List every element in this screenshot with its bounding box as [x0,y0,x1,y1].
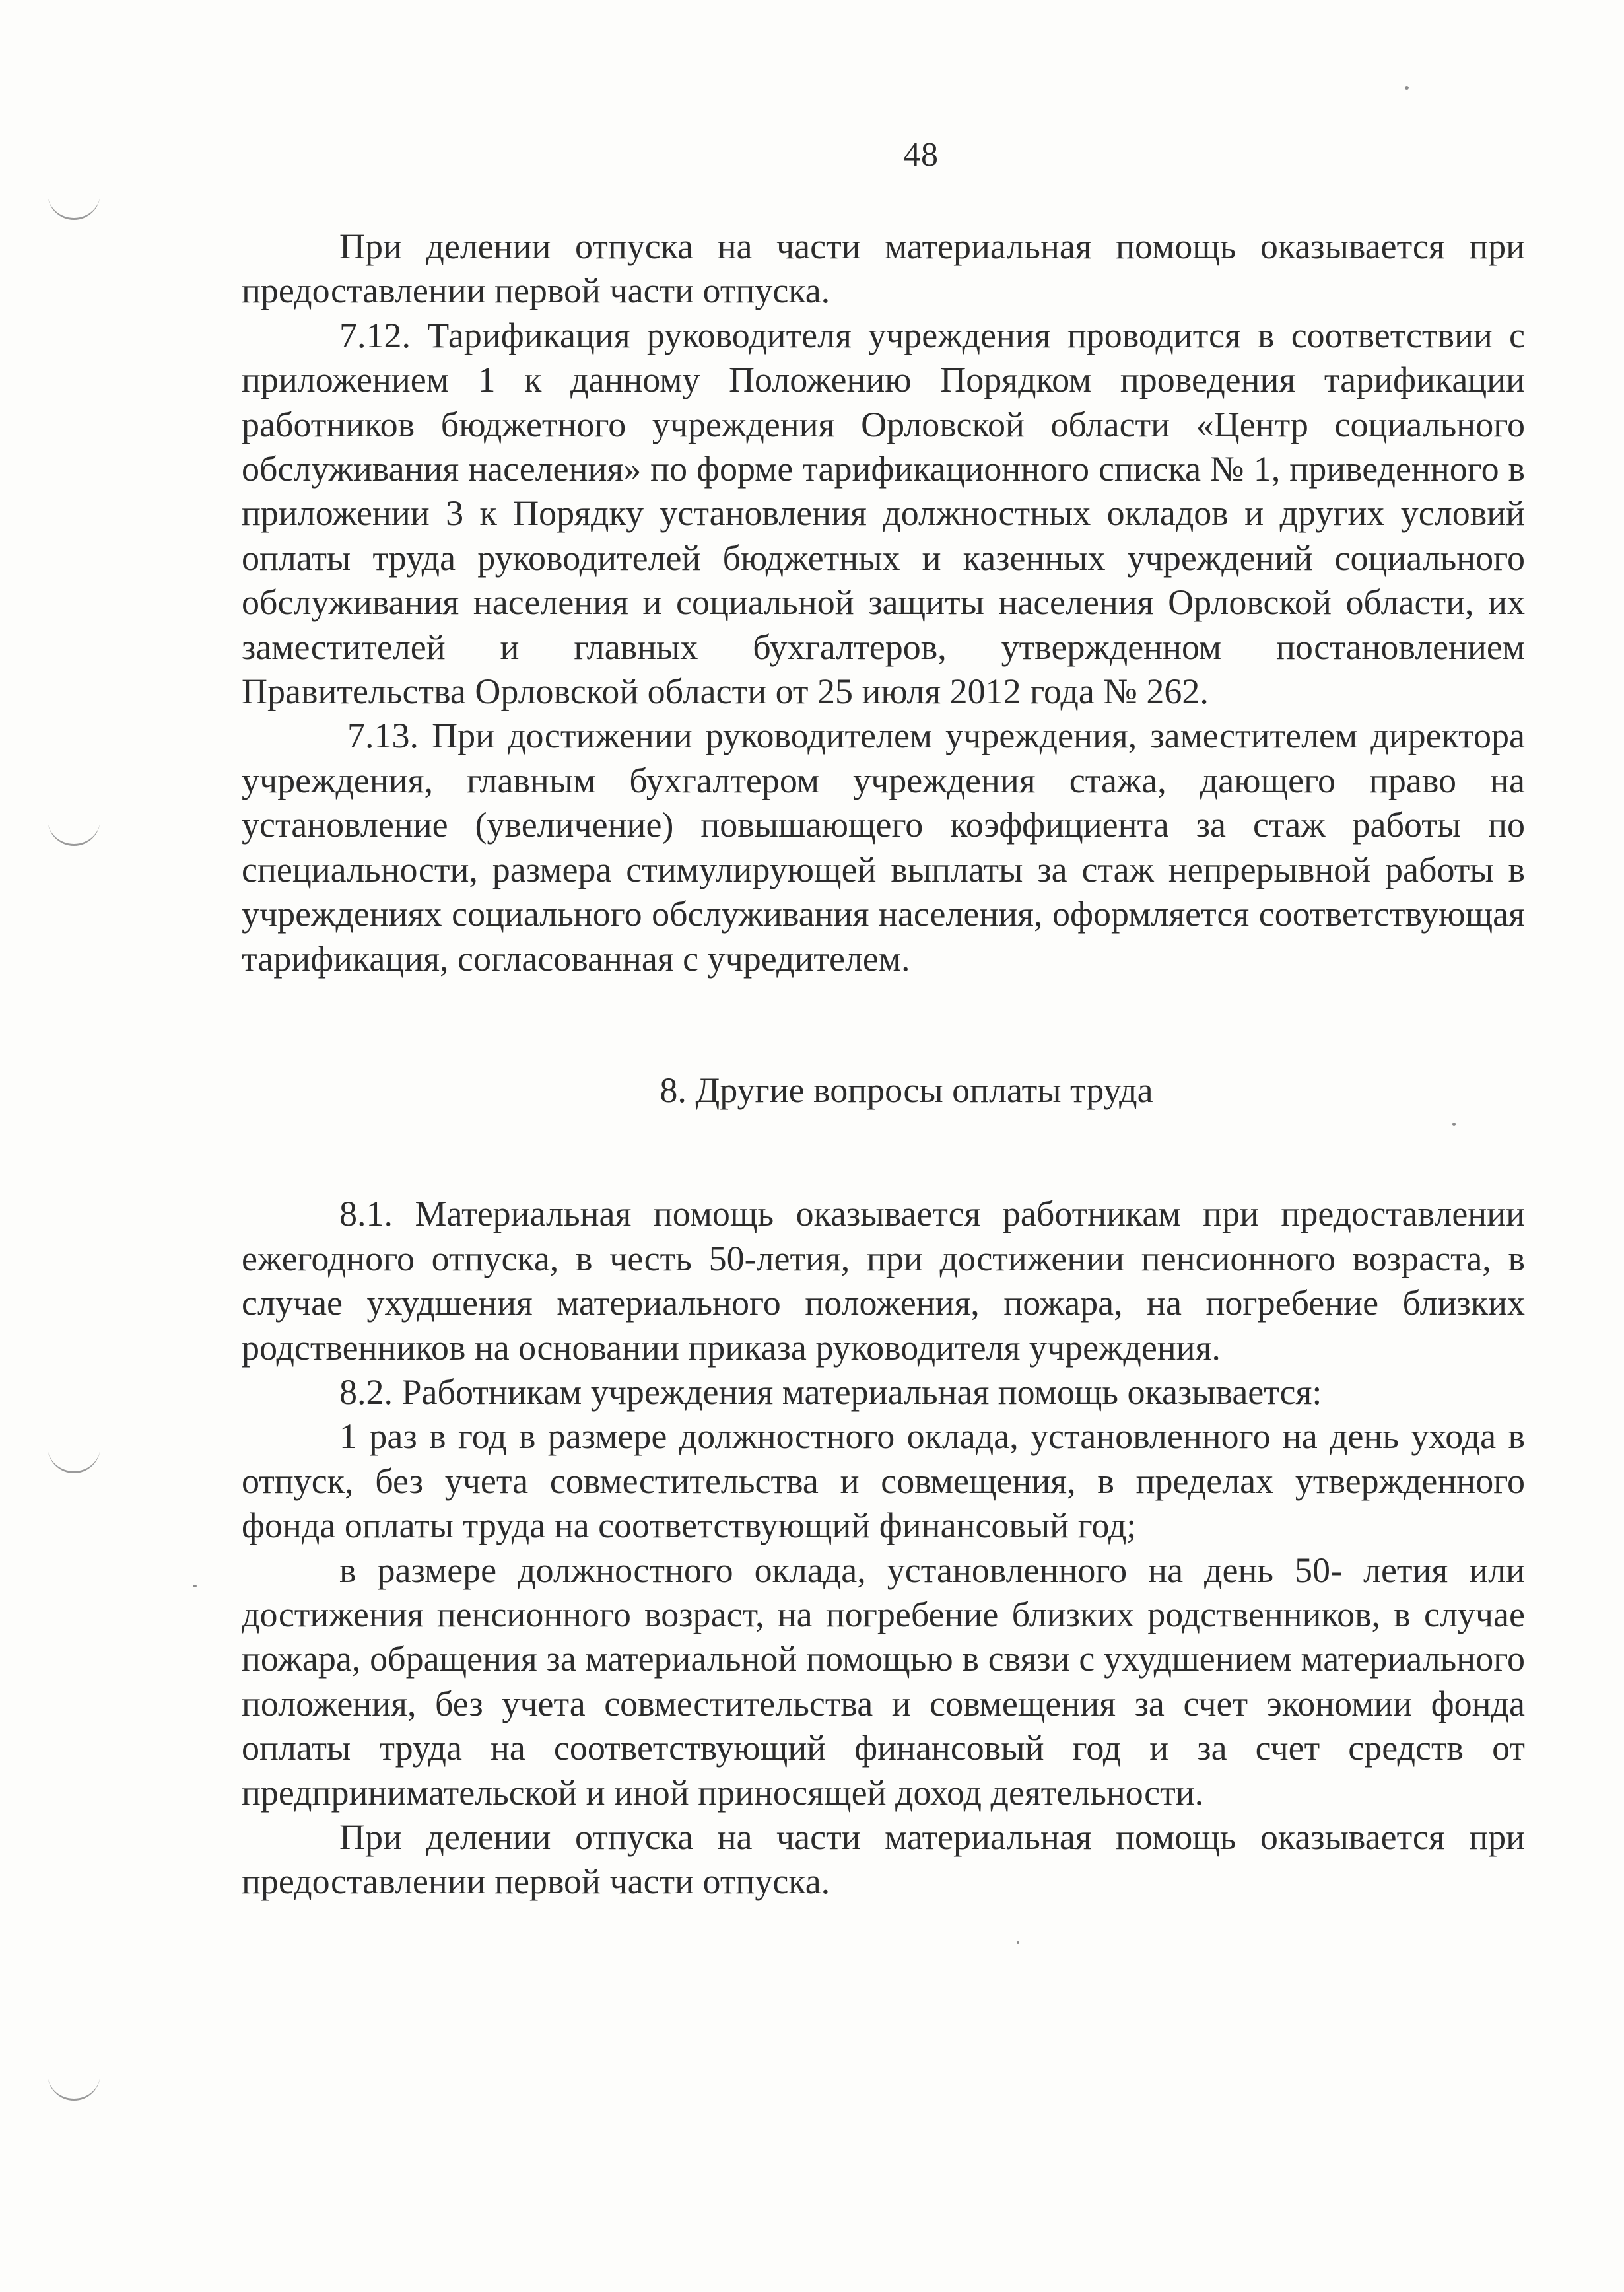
punch-hole-mark [48,2072,100,2101]
paragraph-7-12: 7.12. Тарификация руководителя учреждения проводится в соответствии с приложением 1 к данному Положению Порядком проведения тарификации работников бюджетного учреждения Орловской области «Центр социального обслуживания населения» по форме тарификационного списка № 1, приведенного в приложении 3 к Порядку установления должностных окладов и других условий оплаты труда руководителей бюджетных и казенных учреждений социального обслуживания населения и социальной защиты населения Орловской области, их заместителей и главных бухгалтеров, утвержденном постановлением Правительства Орловской области от 25 июля 2012 года № 262. [242,315,1525,712]
section-title: 8. Другие вопросы оплаты труда [660,1070,1153,1110]
paragraph-7-13: 7.13. При достижении руководителем учреждения, заместителем директора учреждения, главным бухгалтером учреждения стажа, дающего право на установление (увеличение) повышающего коэффициента за стаж работы по специальности, размера стимулирующей выплаты за стаж непрерывной работы в учреждениях социального обслуживания населения, оформляется соответствующая тарификация, согласованная с учредителем. [242,716,1525,979]
page-number: 48 [903,136,939,174]
scan-speck [1017,1941,1019,1944]
paragraph: При делении отпуска на части материальная помощь оказывается при предоставлении первой части отпуска. [242,1817,1525,1902]
scan-speck [1405,86,1409,90]
paragraph-8-2: 8.2. Работникам учреждения материальная помощь оказывается: [339,1372,1322,1412]
paragraph: 1 раз в год в размере должностного оклада, установленного на день ухода в отпуск, без учета совместительства и совмещения, в пределах утвержденного фонда оплаты труда на соответствующий финансовый год; [242,1416,1525,1546]
punch-hole-mark [48,817,100,846]
paragraph-8-1: 8.1. Материальная помощь оказывается работникам при предоставлении ежегодного отпуска, в честь 50-летия, при достижении пенсионного возраста, в случае ухудшения материального положения, пожара, на погребение близких родственников на основании приказа руководителя учреждения. [242,1194,1525,1368]
punch-hole-mark [48,1445,100,1473]
paragraph: При делении отпуска на части материальная помощь оказывается при предоставлении первой части отпуска. [242,226,1525,311]
document-body [242,225,1525,1904]
punch-hole-mark [48,191,100,220]
paragraph: в размере должностного оклада, установленного на день 50- летия или достижения пенсионного возраст, на погребение близких родственников, в случае пожара, обращения за материальной помощью в связи с ухудшением материального положения, без учета совместительства и совмещения за счет экономии фонда оплаты труда на соответствующий финансовый год и за счет средств от предпринимательской и иной приносящей доход деятельности. [242,1550,1525,1813]
scan-speck [193,1585,197,1587]
